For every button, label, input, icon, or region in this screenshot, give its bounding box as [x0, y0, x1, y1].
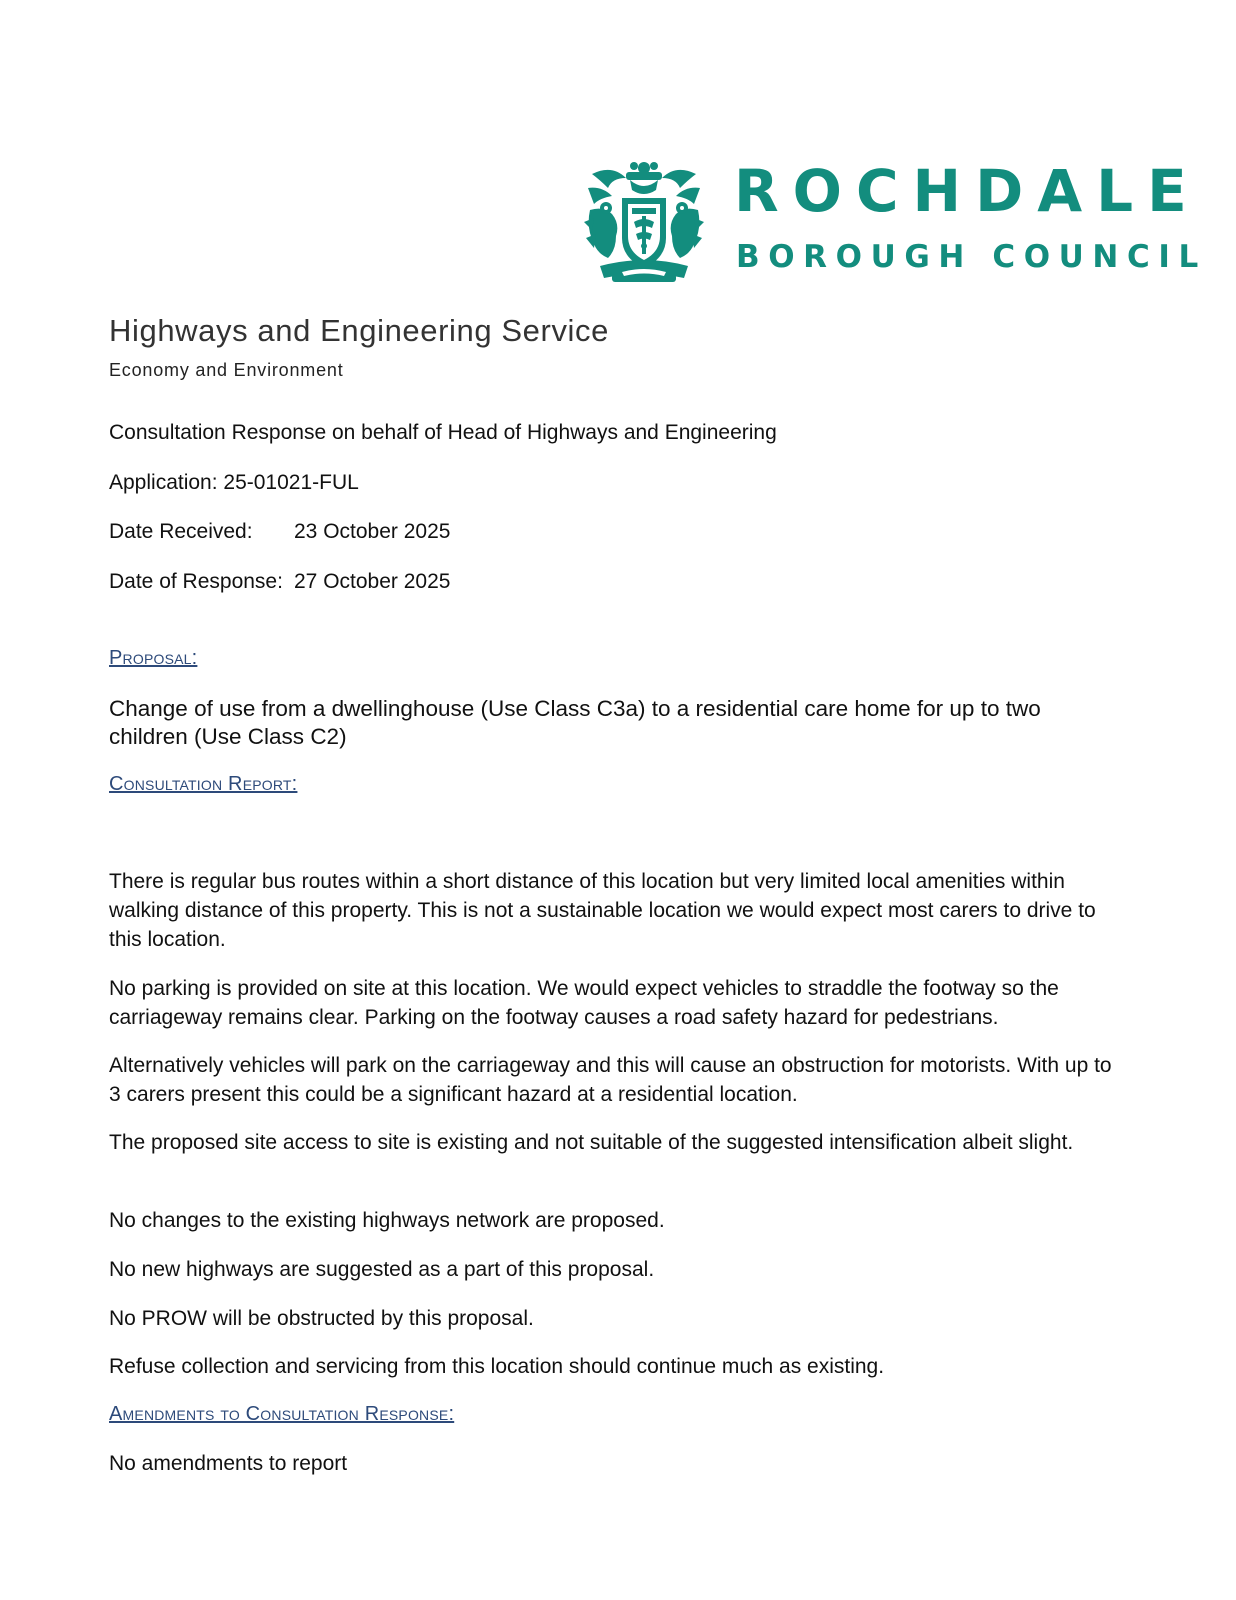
report-paragraph: The proposed site access to site is existing and not suitable of the suggested intensification albeit slight.	[109, 1131, 1074, 1154]
report-paragraph: There is regular bus routes within a short distance of this location but very limited local amenities within walking distance of this property. This is not a sustainable location we would expect most carers to drive to this location.	[109, 870, 1096, 951]
date-received-value: 23 October 2025	[294, 520, 451, 543]
consultation-line: Consultation Response on behalf of Head of Highways and Engineering	[109, 421, 777, 444]
proposal-heading: Proposal:	[109, 647, 198, 669]
date-response-value: 27 October 2025	[294, 570, 451, 593]
date-received-label: Date Received:	[109, 520, 253, 543]
consultation-report-heading: Consultation Report:	[109, 773, 298, 795]
report-paragraph: No new highways are suggested as a part of this proposal.	[109, 1258, 655, 1281]
amendments-text: No amendments to report	[109, 1452, 348, 1475]
report-paragraph: No parking is provided on site at this location. We would expect vehicles to straddle the footway so the carriageway remains clear. Parking on the footway causes a road safety hazard for pedestrians.	[109, 977, 1059, 1029]
amendments-heading: Amendments to Consultation Response:	[109, 1403, 455, 1425]
report-paragraph: No PROW will be obstructed by this proposal.	[109, 1307, 534, 1330]
report-paragraph: Refuse collection and servicing from this location should continue much as existing.	[109, 1355, 885, 1378]
service-subtitle: Economy and Environment	[109, 360, 344, 380]
service-title: Highways and Engineering Service	[109, 313, 609, 348]
report-paragraph: Alternatively vehicles will park on the carriageway and this will cause an obstruction for motorists. With up to 3 carers present this could be a significant hazard at a residential location.	[109, 1054, 1112, 1106]
council-name: ROCHDALE	[734, 157, 1201, 225]
report-paragraph: No changes to the existing highways network are proposed.	[109, 1209, 665, 1232]
proposal-text: Change of use from a dwellinghouse (Use Class C3a) to a residential care home for up to two children (Use Class C2)	[109, 696, 1041, 749]
council-subtitle: BOROUGH COUNCIL	[736, 239, 1207, 275]
date-response-label: Date of Response:	[109, 570, 283, 593]
coat-of-arms-icon	[582, 158, 706, 284]
application-line: Application: 25-01021-FUL	[109, 471, 359, 494]
council-logo	[582, 157, 1207, 286]
